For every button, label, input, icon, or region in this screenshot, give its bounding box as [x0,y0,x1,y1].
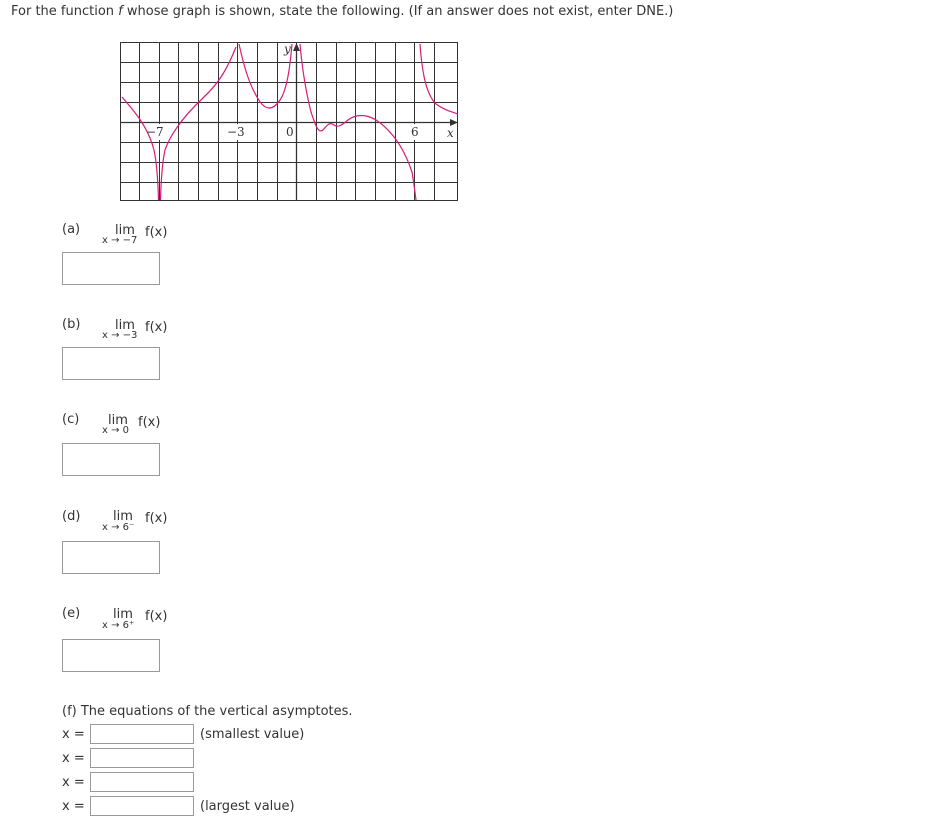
part-d-label: (d) [62,509,81,524]
problem-prompt [11,4,673,19]
asymptote-4-note: (largest value) [200,799,295,814]
asymptote-3-input[interactable] [90,772,194,792]
limit-subscript: x → −7 [102,235,138,246]
function-text: f(x) [145,511,168,526]
lim-text: lim [113,607,133,622]
part-b-answer-input[interactable] [62,347,160,380]
asymptote-4-prefix: x = [62,799,85,814]
part-e-answer-input[interactable] [62,639,160,672]
asymptote-1-note: (smallest value) [200,727,305,742]
prompt-function-name: f [118,4,123,19]
part-b-label: (b) [62,317,81,332]
tick-label-m3: −3 [227,125,245,139]
limit-subscript: x → −3 [102,330,138,341]
x-axis-label: x [447,126,454,140]
function-text: f(x) [145,609,168,624]
function-graph [120,42,460,204]
asymptote-3-prefix: x = [62,775,85,790]
function-text: f(x) [145,320,168,335]
lim-text: lim [115,223,135,238]
asymptote-2-prefix: x = [62,751,85,766]
part-e-limit-expression [100,608,190,632]
prompt-text-before: For the function [11,4,119,19]
part-f-heading: (f) The equations of the vertical asymptotes. [62,704,353,719]
part-d-limit-expression [100,510,190,534]
part-c-answer-input[interactable] [62,443,160,476]
function-text: f(x) [138,415,161,430]
function-text: f(x) [145,225,168,240]
lim-text: lim [108,413,128,428]
x-axis-arrow [450,119,458,126]
part-a-limit-expression [100,224,190,248]
asymptote-4-input[interactable] [90,796,194,816]
part-d-answer-input[interactable] [62,541,160,574]
part-a-label: (a) [62,222,81,237]
tick-label-0: 0 [286,125,294,139]
lim-text: lim [115,318,135,333]
asymptote-1-input[interactable] [90,724,194,744]
part-c-label: (c) [62,412,80,427]
limit-subscript: x → 6⁺ [102,620,135,631]
y-axis-label: y [284,42,291,56]
part-e-label: (e) [62,606,81,621]
lim-text: lim [113,509,133,524]
tick-label-m7: −7 [146,125,164,139]
part-c-limit-expression [100,414,190,438]
asymptote-1-prefix: x = [62,727,85,742]
asymptote-2-input[interactable] [90,748,194,768]
part-b-limit-expression [100,319,190,343]
limit-subscript: x → 6⁻ [102,522,135,533]
prompt-text-after: whose graph is shown, state the following. (If an answer does not exist, enter DNE.) [122,4,674,19]
part-a-answer-input[interactable] [62,252,160,285]
tick-label-6: 6 [411,125,419,139]
limit-subscript: x → 0 [102,425,130,436]
